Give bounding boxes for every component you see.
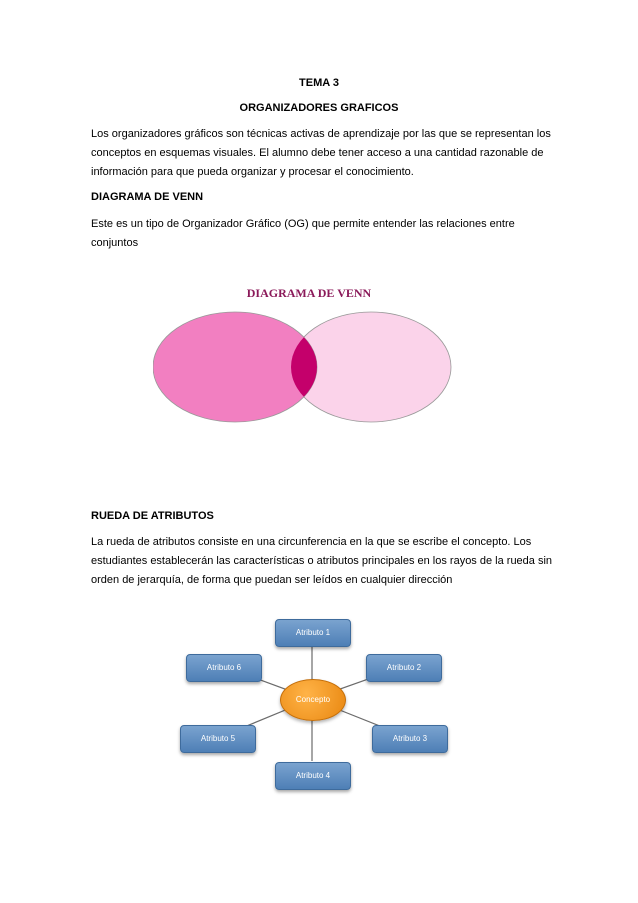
attribute-1: Atributo 1 — [275, 619, 351, 647]
venn-heading: DIAGRAMA DE VENN — [91, 191, 204, 203]
topic-number: TEMA 3 — [299, 77, 339, 89]
text-line: Los organizadores gráficos son técnicas activas de aprendizaje por las que se representan los — [91, 128, 551, 140]
text-line: información para que pueda organizar y procesar el conocimiento. — [91, 166, 414, 178]
venn-diagram — [153, 275, 466, 454]
attribute-4: Atributo 4 — [275, 762, 351, 790]
text-line: estudiantes establecerán las características o atributos principales en los rayos de la rueda sin — [91, 555, 553, 567]
page-title: ORGANIZADORES GRAFICOS — [239, 102, 399, 114]
attribute-6: Atributo 6 — [186, 654, 262, 682]
venn-diagram-image — [153, 275, 466, 454]
attribute-2: Atributo 2 — [366, 654, 442, 682]
attribute-5: Atributo 5 — [180, 725, 256, 753]
intro-paragraph — [91, 125, 561, 182]
concept-node: Concepto — [280, 679, 346, 721]
rueda-heading: RUEDA DE ATRIBUTOS — [91, 510, 214, 522]
attribute-3: Atributo 3 — [372, 725, 448, 753]
text-line: Este es un tipo de Organizador Gráfico (OG) que permite entender las relaciones entre — [91, 218, 515, 230]
text-line: conceptos en esquemas visuales. El alumno debe tener acceso a una cantidad razonable de — [91, 147, 544, 159]
text-line: conjuntos — [91, 237, 139, 249]
rueda-paragraph — [91, 533, 561, 590]
text-line: orden de jerarquía, de forma que puedan ser leídos en cualquier dirección — [91, 574, 453, 586]
attribute-wheel — [170, 615, 470, 805]
venn-paragraph — [91, 215, 561, 253]
venn-image-title: DIAGRAMA DE VENN — [246, 286, 372, 300]
text-line: La rueda de atributos consiste en una circunferencia en la que se escribe el concepto. Los — [91, 536, 532, 548]
